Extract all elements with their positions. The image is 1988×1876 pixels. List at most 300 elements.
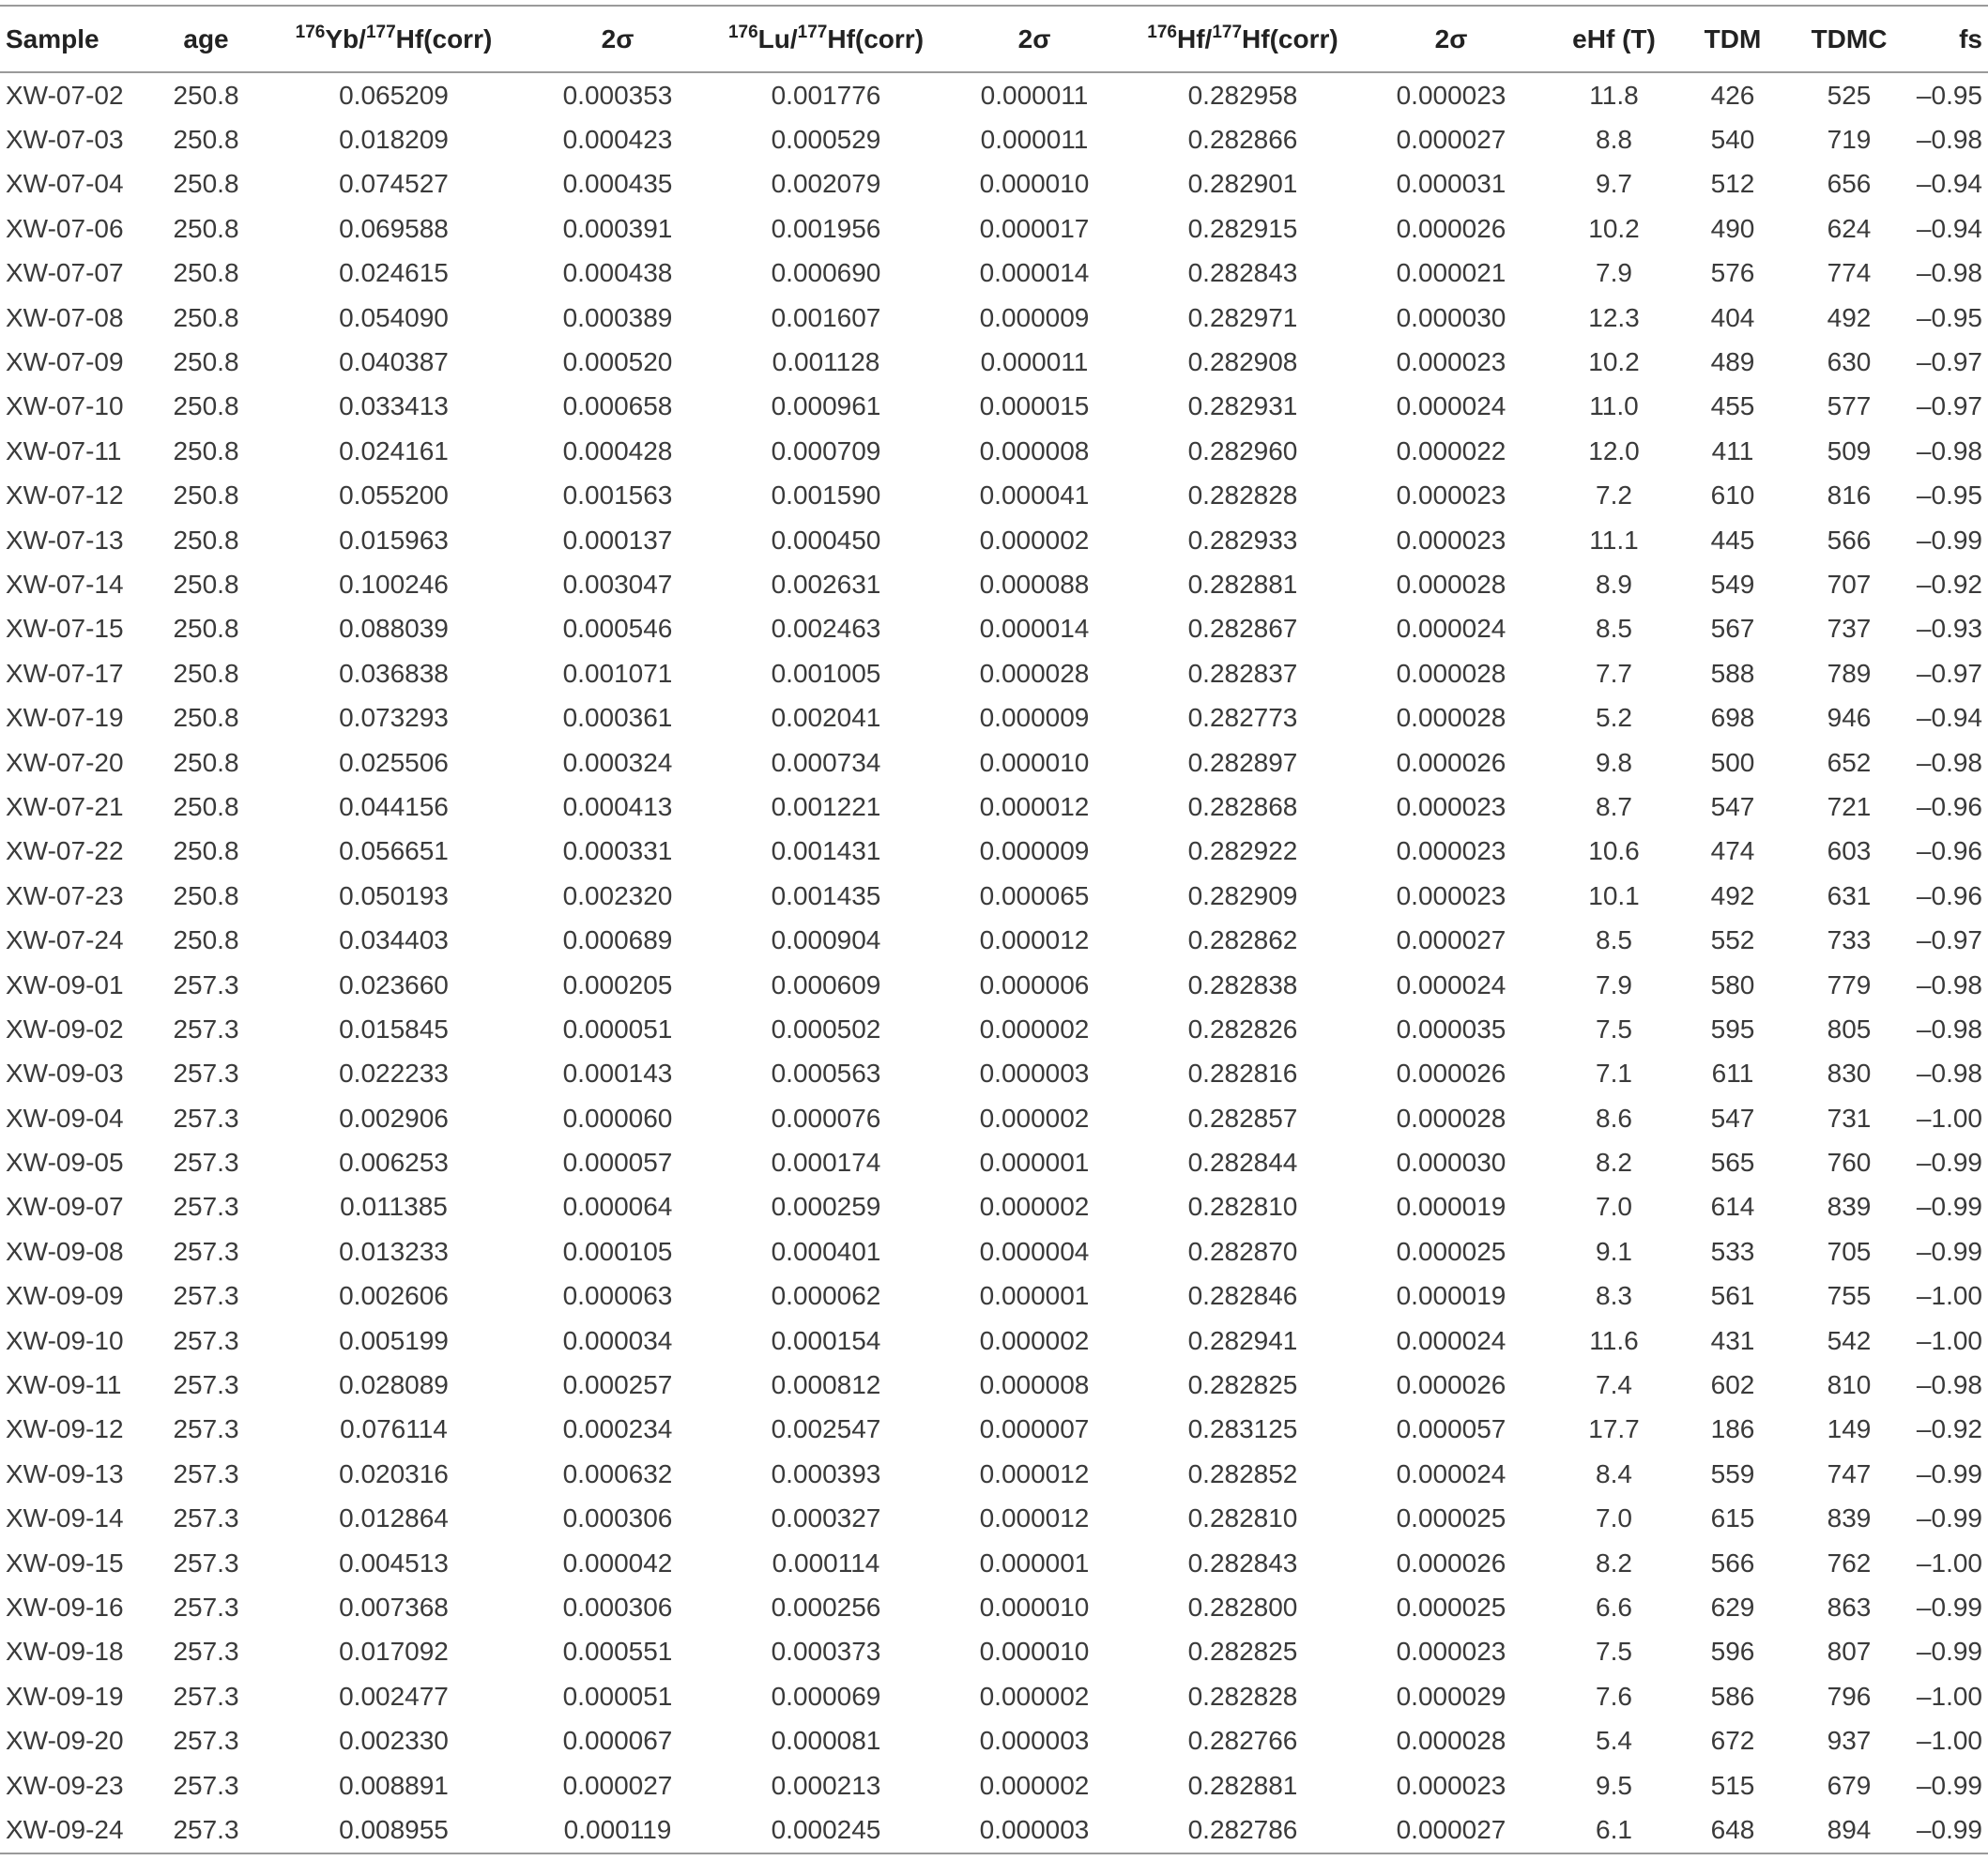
table-row [0, 1630, 1988, 1674]
cell-yb-2sigma: 0.000137 [562, 525, 673, 555]
cell-tdmc: 755 [1827, 1281, 1872, 1311]
cell-hf-hf: 0.282857 [1187, 1103, 1298, 1133]
cell-tdm: 552 [1710, 925, 1755, 955]
cell-tdm: 431 [1710, 1325, 1755, 1355]
cell-lu-2sigma: 0.000028 [979, 658, 1090, 688]
cell-hf-hf: 0.282870 [1187, 1236, 1298, 1266]
cell-lu-2sigma: 0.000010 [979, 1637, 1090, 1667]
cell-hf-2sigma: 0.000022 [1396, 435, 1506, 465]
cell-fs: –0.98 [1916, 125, 1982, 155]
cell-fs: –0.96 [1916, 880, 1982, 910]
cell-lu-hf: 0.000529 [771, 125, 881, 155]
cell-hf-hf: 0.282846 [1187, 1281, 1298, 1311]
cell-yb-2sigma: 0.000027 [562, 1770, 673, 1800]
cell-sample: XW-07-17 [6, 658, 124, 688]
cell-sample: XW-09-15 [6, 1548, 124, 1578]
cell-tdmc: 707 [1827, 569, 1872, 599]
cell-fs: –0.99 [1916, 1814, 1982, 1844]
table-row [0, 162, 1988, 206]
cell-yb-hf: 0.028089 [339, 1370, 449, 1400]
cell-yb-2sigma: 0.000423 [562, 125, 673, 155]
cell-hf-hf: 0.283125 [1187, 1414, 1298, 1444]
cell-lu-hf: 0.000563 [771, 1059, 881, 1089]
cell-hf-hf: 0.282810 [1187, 1192, 1298, 1222]
cell-sample: XW-09-03 [6, 1059, 124, 1089]
cell-fs: –0.98 [1916, 258, 1982, 288]
cell-ehf: 8.9 [1596, 569, 1632, 599]
cell-age: 257.3 [173, 1548, 239, 1578]
header-fs: fs [1959, 23, 1982, 53]
cell-tdm: 404 [1710, 302, 1755, 332]
cell-tdm: 512 [1710, 169, 1755, 199]
cell-tdm: 455 [1710, 391, 1755, 421]
cell-hf-hf: 0.282881 [1187, 1770, 1298, 1800]
cell-yb-hf: 0.069588 [339, 213, 449, 243]
cell-hf-2sigma: 0.000031 [1396, 169, 1506, 199]
cell-sample: XW-07-21 [6, 791, 124, 821]
cell-hf-2sigma: 0.000028 [1396, 658, 1506, 688]
cell-hf-2sigma: 0.000030 [1396, 302, 1506, 332]
cell-tdm: 595 [1710, 1014, 1755, 1044]
cell-yb-2sigma: 0.000546 [562, 614, 673, 644]
cell-yb-hf: 0.002477 [339, 1681, 449, 1711]
table-row [0, 1408, 1988, 1452]
cell-fs: –0.96 [1916, 791, 1982, 821]
cell-tdmc: 894 [1827, 1814, 1872, 1844]
cell-sample: XW-09-24 [6, 1814, 124, 1844]
cell-ehf: 11.1 [1589, 525, 1639, 555]
table-row [0, 963, 1988, 1007]
table-row [0, 1363, 1988, 1407]
cell-tdmc: 747 [1827, 1458, 1872, 1488]
cell-fs: –0.97 [1916, 925, 1982, 955]
cell-tdmc: 656 [1827, 169, 1872, 199]
cell-age: 250.8 [173, 614, 239, 644]
cell-age: 257.3 [173, 1814, 239, 1844]
cell-hf-hf: 0.282862 [1187, 925, 1298, 955]
cell-age: 250.8 [173, 258, 239, 288]
cell-fs: –0.99 [1916, 1637, 1982, 1667]
cell-lu-2sigma: 0.000001 [979, 1548, 1090, 1578]
cell-lu-hf: 0.001221 [771, 791, 881, 821]
cell-tdm: 611 [1711, 1059, 1754, 1089]
cell-tdm: 596 [1710, 1637, 1755, 1667]
table-row [0, 1497, 1988, 1541]
cell-hf-2sigma: 0.000027 [1396, 925, 1506, 955]
cell-lu-hf: 0.002547 [771, 1414, 881, 1444]
cell-lu-hf: 0.000259 [771, 1192, 881, 1222]
cell-lu-2sigma: 0.000012 [979, 1503, 1090, 1533]
table-row [0, 562, 1988, 606]
cell-age: 250.8 [173, 880, 239, 910]
cell-yb-2sigma: 0.000105 [562, 1236, 673, 1266]
cell-lu-2sigma: 0.000041 [979, 480, 1090, 511]
cell-fs: –0.98 [1916, 435, 1982, 465]
cell-hf-2sigma: 0.000029 [1396, 1681, 1506, 1711]
cell-sample: XW-07-09 [6, 347, 124, 377]
cell-ehf: 7.0 [1596, 1192, 1632, 1222]
cell-lu-2sigma: 0.000007 [979, 1414, 1090, 1444]
cell-age: 257.3 [173, 1059, 239, 1089]
cell-yb-hf: 0.065209 [339, 80, 449, 110]
cell-ehf: 11.8 [1589, 80, 1639, 110]
table-row [0, 651, 1988, 695]
header-sample: Sample [6, 23, 99, 53]
cell-age: 257.3 [173, 1458, 239, 1488]
cell-lu-hf: 0.001005 [771, 658, 881, 688]
cell-hf-hf: 0.282843 [1187, 258, 1298, 288]
cell-yb-hf: 0.024161 [339, 435, 449, 465]
cell-age: 250.8 [173, 480, 239, 511]
cell-age: 257.3 [173, 1014, 239, 1044]
cell-fs: –0.97 [1916, 391, 1982, 421]
cell-lu-2sigma: 0.000009 [979, 836, 1090, 866]
cell-age: 257.3 [173, 969, 239, 999]
table-body [0, 72, 1988, 1853]
cell-yb-2sigma: 0.000119 [563, 1814, 672, 1844]
cell-hf-hf: 0.282931 [1187, 391, 1298, 421]
cell-tdmc: 863 [1827, 1592, 1872, 1622]
cell-ehf: 7.1 [1596, 1059, 1632, 1089]
cell-lu-hf: 0.000373 [771, 1637, 881, 1667]
cell-lu-2sigma: 0.000003 [979, 1726, 1090, 1756]
cell-fs: –0.98 [1916, 1370, 1982, 1400]
cell-hf-hf: 0.282909 [1187, 880, 1298, 910]
cell-yb-hf: 0.088039 [339, 614, 449, 644]
cell-lu-2sigma: 0.000001 [979, 1281, 1090, 1311]
cell-lu-hf: 0.001607 [771, 302, 881, 332]
cell-lu-2sigma: 0.000015 [979, 391, 1090, 421]
header-yb-hf-ratio: $^{176}$Yb/$^{177}$Hf(corr) [295, 22, 493, 53]
cell-fs: –0.98 [1916, 1014, 1982, 1044]
cell-tdmc: 719 [1827, 125, 1872, 155]
cell-sample: XW-09-07 [6, 1192, 124, 1222]
cell-age: 250.8 [173, 791, 239, 821]
cell-tdm: 566 [1710, 1548, 1755, 1578]
cell-lu-hf: 0.000734 [771, 747, 881, 777]
cell-hf-hf: 0.282825 [1187, 1637, 1298, 1667]
cell-tdm: 648 [1710, 1814, 1755, 1844]
cell-tdm: 490 [1710, 213, 1755, 243]
cell-age: 250.8 [173, 435, 239, 465]
cell-tdm: 547 [1710, 1103, 1755, 1133]
cell-fs: –0.94 [1916, 213, 1982, 243]
cell-lu-hf: 0.000114 [772, 1548, 880, 1578]
cell-yb-2sigma: 0.000435 [562, 169, 673, 199]
cell-hf-2sigma: 0.000027 [1396, 125, 1506, 155]
cell-ehf: 6.1 [1596, 1814, 1632, 1844]
cell-tdm: 186 [1710, 1414, 1755, 1444]
cell-yb-2sigma: 0.000057 [562, 1148, 673, 1178]
cell-sample: XW-09-23 [6, 1770, 124, 1800]
cell-yb-hf: 0.011385 [340, 1192, 448, 1222]
cell-hf-hf: 0.282816 [1187, 1059, 1298, 1089]
cell-fs: –0.99 [1916, 1458, 1982, 1488]
cell-tdmc: 737 [1827, 614, 1872, 644]
cell-lu-hf: 0.002041 [771, 703, 881, 733]
cell-yb-2sigma: 0.000658 [562, 391, 673, 421]
cell-sample: XW-07-03 [6, 125, 124, 155]
cell-lu-2sigma: 0.000002 [979, 1770, 1090, 1800]
cell-lu-2sigma: 0.000006 [979, 969, 1090, 999]
cell-age: 257.3 [173, 1148, 239, 1178]
cell-fs: –0.99 [1916, 1236, 1982, 1266]
cell-tdmc: 721 [1827, 791, 1872, 821]
table-row [0, 72, 1988, 117]
table-row [0, 1763, 1988, 1807]
cell-age: 257.3 [173, 1726, 239, 1756]
cell-fs: –0.99 [1916, 1503, 1982, 1533]
cell-hf-2sigma: 0.000024 [1396, 614, 1506, 644]
cell-lu-2sigma: 0.000010 [979, 169, 1090, 199]
cell-lu-hf: 0.002079 [771, 169, 881, 199]
cell-yb-hf: 0.008955 [339, 1814, 449, 1844]
cell-hf-2sigma: 0.000024 [1396, 969, 1506, 999]
cell-fs: –0.99 [1916, 525, 1982, 555]
cell-tdmc: 779 [1827, 969, 1872, 999]
cell-hf-hf: 0.282837 [1187, 658, 1298, 688]
cell-hf-hf: 0.282908 [1187, 347, 1298, 377]
cell-tdm: 547 [1710, 791, 1755, 821]
cell-tdmc: 839 [1827, 1192, 1872, 1222]
cell-tdmc: 789 [1827, 658, 1872, 688]
cell-age: 257.3 [173, 1414, 239, 1444]
cell-yb-2sigma: 0.000257 [562, 1370, 673, 1400]
cell-lu-hf: 0.000213 [771, 1770, 881, 1800]
cell-lu-2sigma: 0.000002 [979, 1192, 1090, 1222]
cell-hf-hf: 0.282866 [1187, 125, 1298, 155]
cell-yb-2sigma: 0.000389 [562, 302, 673, 332]
cell-sample: XW-09-18 [6, 1637, 124, 1667]
cell-yb-hf: 0.002906 [339, 1103, 449, 1133]
cell-lu-hf: 0.000450 [771, 525, 881, 555]
cell-lu-2sigma: 0.000002 [979, 1681, 1090, 1711]
cell-tdm: 698 [1710, 703, 1755, 733]
cell-hf-2sigma: 0.000028 [1396, 703, 1506, 733]
cell-hf-2sigma: 0.000024 [1396, 1325, 1506, 1355]
cell-tdmc: 542 [1827, 1325, 1872, 1355]
cell-tdm: 549 [1710, 569, 1755, 599]
cell-ehf: 8.8 [1596, 125, 1632, 155]
cell-age: 250.8 [173, 569, 239, 599]
hf-isotope-table-container [0, 5, 1988, 1854]
cell-hf-2sigma: 0.000035 [1396, 1014, 1506, 1044]
cell-ehf: 8.2 [1596, 1148, 1632, 1178]
cell-hf-hf: 0.282810 [1187, 1503, 1298, 1533]
cell-hf-2sigma: 0.000028 [1396, 1103, 1506, 1133]
cell-age: 257.3 [173, 1281, 239, 1311]
cell-tdmc: 731 [1827, 1103, 1872, 1133]
header-hf-2sigma: 2σ [1434, 23, 1468, 53]
cell-yb-hf: 0.022233 [339, 1059, 449, 1089]
cell-tdm: 565 [1710, 1148, 1755, 1178]
cell-ehf: 9.5 [1596, 1770, 1632, 1800]
cell-hf-hf: 0.282800 [1187, 1592, 1298, 1622]
cell-ehf: 7.6 [1596, 1681, 1632, 1711]
cell-lu-2sigma: 0.000011 [980, 80, 1089, 110]
table-row [0, 296, 1988, 340]
cell-yb-2sigma: 0.000520 [562, 347, 673, 377]
cell-age: 250.8 [173, 747, 239, 777]
cell-hf-hf: 0.282971 [1187, 302, 1298, 332]
cell-tdmc: 631 [1827, 880, 1872, 910]
cell-yb-2sigma: 0.000051 [562, 1681, 673, 1711]
table-row [0, 874, 1988, 918]
cell-ehf: 12.0 [1588, 435, 1640, 465]
cell-yb-2sigma: 0.000331 [562, 836, 673, 866]
cell-sample: XW-09-12 [6, 1414, 124, 1444]
cell-sample: XW-07-11 [6, 435, 122, 465]
cell-age: 257.3 [173, 1236, 239, 1266]
cell-hf-hf: 0.282915 [1187, 213, 1298, 243]
table-row [0, 1674, 1988, 1718]
cell-tdm: 500 [1710, 747, 1755, 777]
cell-hf-hf: 0.282773 [1187, 703, 1298, 733]
cell-yb-2sigma: 0.000306 [562, 1503, 673, 1533]
cell-lu-hf: 0.001128 [772, 347, 880, 377]
table-row [0, 1140, 1988, 1184]
cell-tdmc: 774 [1827, 258, 1872, 288]
table-row [0, 607, 1988, 651]
cell-age: 257.3 [173, 1681, 239, 1711]
cell-tdmc: 705 [1827, 1236, 1872, 1266]
cell-age: 250.8 [173, 80, 239, 110]
cell-hf-2sigma: 0.000019 [1396, 1281, 1506, 1311]
cell-yb-hf: 0.020316 [339, 1458, 449, 1488]
cell-fs: –0.95 [1916, 80, 1982, 110]
cell-tdm: 567 [1710, 614, 1755, 644]
cell-yb-2sigma: 0.000067 [562, 1726, 673, 1756]
cell-ehf: 8.2 [1596, 1548, 1632, 1578]
cell-lu-2sigma: 0.000088 [979, 569, 1090, 599]
table-row [0, 1541, 1988, 1585]
table-row [0, 1229, 1988, 1274]
cell-sample: XW-09-19 [6, 1681, 124, 1711]
cell-yb-hf: 0.012864 [339, 1503, 449, 1533]
cell-fs: –0.98 [1916, 969, 1982, 999]
cell-yb-2sigma: 0.000143 [562, 1059, 673, 1089]
cell-fs: –0.95 [1916, 480, 1982, 511]
cell-yb-hf: 0.023660 [339, 969, 449, 999]
cell-yb-hf: 0.015845 [339, 1014, 449, 1044]
cell-lu-2sigma: 0.000017 [979, 213, 1090, 243]
cell-ehf: 8.3 [1596, 1281, 1632, 1311]
cell-yb-2sigma: 0.000551 [562, 1637, 673, 1667]
cell-fs: –1.00 [1916, 1281, 1982, 1311]
cell-hf-2sigma: 0.000019 [1396, 1192, 1506, 1222]
cell-fs: –0.99 [1916, 1592, 1982, 1622]
cell-sample: XW-07-24 [6, 925, 124, 955]
cell-tdmc: 760 [1827, 1148, 1872, 1178]
cell-tdmc: 839 [1827, 1503, 1872, 1533]
cell-yb-2sigma: 0.000234 [562, 1414, 673, 1444]
cell-yb-hf: 0.018209 [339, 125, 449, 155]
cell-lu-hf: 0.000812 [771, 1370, 881, 1400]
cell-hf-2sigma: 0.000021 [1396, 258, 1506, 288]
cell-tdm: 615 [1710, 1503, 1755, 1533]
cell-age: 250.8 [173, 347, 239, 377]
cell-hf-hf: 0.282766 [1187, 1726, 1298, 1756]
cell-yb-hf: 0.055200 [339, 480, 449, 511]
cell-sample: XW-07-22 [6, 836, 124, 866]
cell-tdmc: 830 [1827, 1059, 1872, 1089]
cell-hf-hf: 0.282844 [1187, 1148, 1298, 1178]
cell-hf-hf: 0.282828 [1187, 1681, 1298, 1711]
cell-ehf: 17.7 [1588, 1414, 1640, 1444]
cell-tdm: 629 [1710, 1592, 1755, 1622]
table-row [0, 1274, 1988, 1319]
cell-sample: XW-09-04 [6, 1103, 124, 1133]
cell-tdmc: 603 [1827, 836, 1872, 866]
cell-hf-2sigma: 0.000027 [1396, 1814, 1506, 1844]
cell-age: 250.8 [173, 658, 239, 688]
cell-yb-hf: 0.005199 [339, 1325, 449, 1355]
cell-ehf: 7.5 [1596, 1637, 1632, 1667]
cell-hf-hf: 0.282838 [1187, 969, 1298, 999]
cell-lu-hf: 0.000961 [771, 391, 881, 421]
cell-sample: XW-09-10 [6, 1325, 124, 1355]
cell-hf-2sigma: 0.000023 [1396, 525, 1506, 555]
cell-hf-2sigma: 0.000026 [1396, 1548, 1506, 1578]
table-row [0, 252, 1988, 296]
cell-lu-hf: 0.000609 [771, 969, 881, 999]
cell-fs: –0.95 [1916, 302, 1982, 332]
cell-lu-2sigma: 0.000012 [979, 925, 1090, 955]
cell-fs: –0.92 [1916, 1414, 1982, 1444]
cell-age: 257.3 [173, 1325, 239, 1355]
cell-lu-hf: 0.000081 [771, 1726, 881, 1756]
cell-lu-2sigma: 0.000008 [979, 435, 1090, 465]
cell-fs: –0.97 [1916, 347, 1982, 377]
cell-tdmc: 937 [1827, 1726, 1872, 1756]
cell-yb-hf: 0.050193 [339, 880, 449, 910]
cell-ehf: 8.5 [1596, 614, 1632, 644]
table-row [0, 1585, 1988, 1629]
cell-yb-2sigma: 0.000051 [562, 1014, 673, 1044]
cell-hf-2sigma: 0.000028 [1396, 1726, 1506, 1756]
cell-yb-2sigma: 0.000391 [562, 213, 673, 243]
cell-tdmc: 525 [1827, 80, 1872, 110]
cell-yb-2sigma: 0.000306 [562, 1592, 673, 1622]
cell-ehf: 5.4 [1596, 1726, 1632, 1756]
cell-tdm: 489 [1710, 347, 1755, 377]
cell-fs: –1.00 [1916, 1548, 1982, 1578]
cell-hf-2sigma: 0.000023 [1396, 791, 1506, 821]
cell-lu-2sigma: 0.000009 [979, 302, 1090, 332]
cell-lu-2sigma: 0.000012 [979, 791, 1090, 821]
cell-lu-hf: 0.000401 [771, 1236, 881, 1266]
cell-lu-2sigma: 0.000012 [979, 1458, 1090, 1488]
cell-yb-hf: 0.100246 [339, 569, 449, 599]
cell-hf-hf: 0.282881 [1187, 569, 1298, 599]
cell-lu-hf: 0.001956 [771, 213, 881, 243]
cell-sample: XW-09-11 [6, 1370, 122, 1400]
cell-tdmc: 624 [1827, 213, 1872, 243]
cell-yb-2sigma: 0.003047 [562, 569, 673, 599]
cell-yb-2sigma: 0.001563 [562, 480, 673, 511]
cell-sample: XW-09-02 [6, 1014, 124, 1044]
cell-yb-hf: 0.054090 [339, 302, 449, 332]
cell-lu-hf: 0.000174 [771, 1148, 881, 1178]
hf-isotope-table [0, 5, 1988, 1854]
cell-yb-2sigma: 0.000324 [562, 747, 673, 777]
cell-lu-hf: 0.000327 [771, 1503, 881, 1533]
cell-tdmc: 492 [1827, 302, 1872, 332]
cell-yb-2sigma: 0.002320 [562, 880, 673, 910]
cell-yb-hf: 0.006253 [339, 1148, 449, 1178]
cell-ehf: 10.6 [1588, 836, 1640, 866]
cell-yb-2sigma: 0.000632 [562, 1458, 673, 1488]
